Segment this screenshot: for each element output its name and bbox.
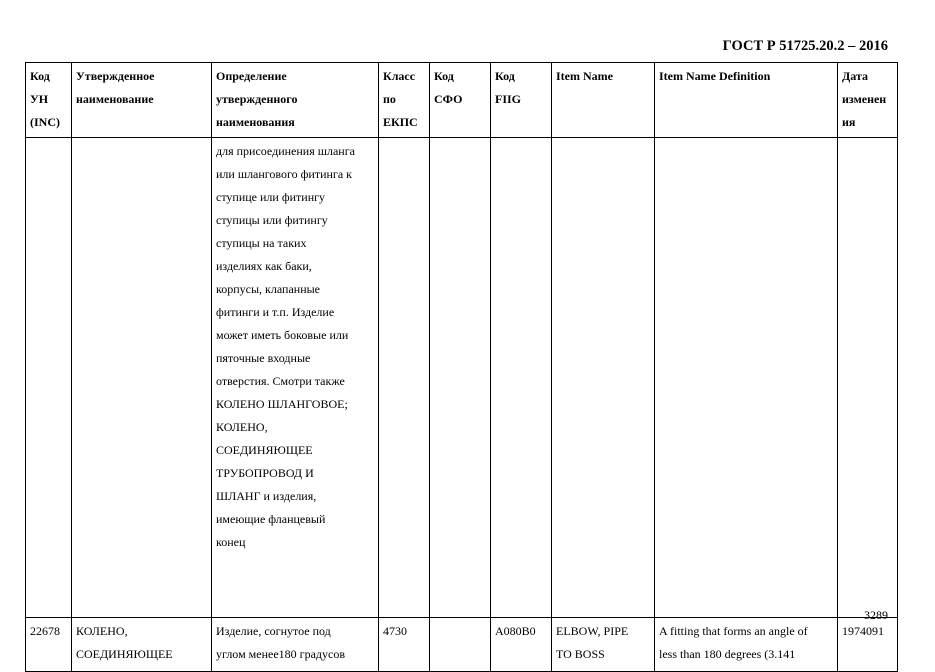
header-definition: Определение утвержденного наименования [212, 63, 379, 138]
header-change-date: Дата изменен ия [838, 63, 898, 138]
cell-ekps-class [379, 138, 430, 618]
header-inc: Код УН (INC) [26, 63, 72, 138]
document-header: ГОСТ Р 51725.20.2 – 2016 [722, 38, 888, 54]
cell-definition: Изделие, согнутое под углом менее180 градусов [212, 618, 379, 672]
cell-sfo-code [430, 138, 491, 618]
cell-fiig-code: A080B0 [491, 618, 552, 672]
cell-item-name [552, 138, 655, 618]
cell-definition: для присоединения шланга или шлангового фитинга к ступице или фитингу ступицы или фитингу ступицы на таких изделиях как баки, корпусы, клапанные фитинги и т.п. Изделие может иметь боковые или пяточные входные отверстия. Смотри также КОЛЕНО ШЛАНГОВОЕ; КОЛЕНО, СОЕДИНЯЮЩЕЕ ТРУБОПРОВОД И ШЛАНГ и изделия, имеющие фланцевый конец [212, 138, 379, 618]
cell-approved-name: КОЛЕНО, СОЕДИНЯЮЩЕЕ [72, 618, 212, 672]
cell-item-name-definition: A fitting that forms an angle of less than 180 degrees (3.141 [655, 618, 838, 672]
header-item-name-definition: Item Name Definition [655, 63, 838, 138]
cell-ekps-class: 4730 [379, 618, 430, 672]
header-sfo-code: Код СФО [430, 63, 491, 138]
header-approved-name: Утвержденное наименование [72, 63, 212, 138]
table-row-continuation [26, 138, 898, 618]
header-fiig-code: Код FIIG [491, 63, 552, 138]
table-header-row [26, 63, 898, 138]
table-row [26, 618, 898, 672]
cell-item-name: ELBOW, PIPE TO BOSS [552, 618, 655, 672]
cell-inc [26, 138, 72, 618]
cell-change-date [838, 138, 898, 618]
header-ekps-class: Класс по ЕКПС [379, 63, 430, 138]
cell-fiig-code [491, 138, 552, 618]
cell-inc: 22678 [26, 618, 72, 672]
header-item-name: Item Name [552, 63, 655, 138]
page-number: 3289 [864, 608, 888, 622]
classification-table [25, 62, 898, 672]
cell-change-date: 1974091 [838, 618, 898, 672]
cell-approved-name [72, 138, 212, 618]
cell-item-name-definition [655, 138, 838, 618]
cell-sfo-code [430, 618, 491, 672]
